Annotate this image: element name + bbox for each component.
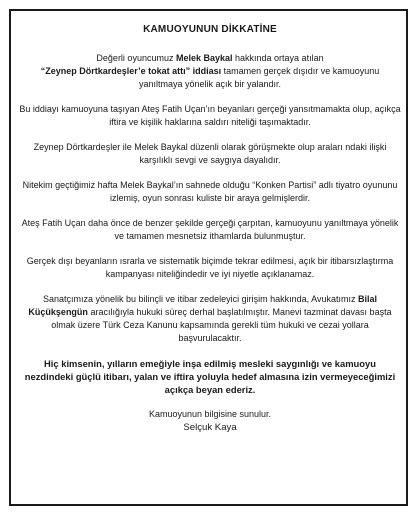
paragraph-4: Nitekim geçtiğimiz hafta Melek Baykal’ın sahnede olduğu “Konken Partisi” adlı tiyatro oyununu izlemiş, oyun sonrası kuliste bir araya gelmişlerdir. bbox=[22, 180, 398, 203]
p1-claim: “Zeynep Dörtkardeşler’e tokat attı” iddiası bbox=[40, 66, 222, 76]
paragraph-6: Gerçek dışı beyanların ısrarla ve sistematik biçimde tekrar edilmesi, açık bir itibarsızlaştırma kampanyası niteliğindedir ve iyi niyetle açıklanamaz. bbox=[26, 256, 394, 279]
p7-lawyer: Bilal Küçükşengün bbox=[28, 294, 377, 317]
paragraph-5: Ateş Fatih Uçan daha önce de benzer şekilde gerçeği çarpıtan, kamuoyunu yanıltmaya yönelik ve tamamen mesnetsiz ithamlarda bulunmuştur. bbox=[21, 218, 399, 241]
signature: Selçuk Kaya bbox=[183, 422, 237, 433]
p7-text-a: Sanatçımıza yönelik bu bilinçli ve itibar zedeleyici girişim hakkında, Avukatımız bbox=[43, 294, 358, 304]
p1-name: Melek Baykal bbox=[175, 53, 233, 63]
p7-text-b: aracılığıyla hukuki süreç derhal başlatılmıştır. Manevi tazminat davası başta olmak üzere Türk Ceza Kanunu kapsamında gerekli tüm hukuki ve cezai yollara başvurulacaktır. bbox=[51, 307, 392, 343]
p1-text-b: hakkında ortaya atılan bbox=[232, 53, 324, 63]
closing-block bbox=[19, 408, 401, 434]
p1-text-c: tamamen gerçek dışıdır ve kamuoyunu yanıltmaya yönelik açık bir yalandır. bbox=[138, 66, 380, 89]
p1-text-a: Değerli oyuncumuz bbox=[96, 53, 176, 63]
statement-document bbox=[19, 19, 401, 434]
paragraph-1 bbox=[19, 52, 401, 91]
page-title: KAMUOYUNUN DİKKATİNE bbox=[143, 24, 277, 35]
paragraph-7 bbox=[19, 293, 401, 345]
closing-line: Kamuoyunun bilgisine sunulur. bbox=[148, 409, 272, 419]
paragraph-8: Hiç kimsenin, yılların emeğiyle inşa edilmiş mesleki saygınlığı ve kamuoyu nezdindeki güçlü itibarı, yalan ve iftira yoluyla hedef almasına izin vermeyeceğimizi açıkça beyan ederiz. bbox=[24, 358, 396, 395]
paragraph-3: Zeynep Dörtkardeşler ile Melek Baykal düzenli olarak görüşmekte olup araları ndaki ilişki karşılıklı sevgi ve saygıya dayalıdır. bbox=[33, 142, 387, 165]
paragraph-2: Bu iddiayı kamuoyuna taşıyan Ateş Fatih Uçan’ın beyanları gerçeği yansıtmamakta olup, açıkça iftira ve kişilik haklarına saldırı niteliği taşımaktadır. bbox=[19, 104, 401, 127]
